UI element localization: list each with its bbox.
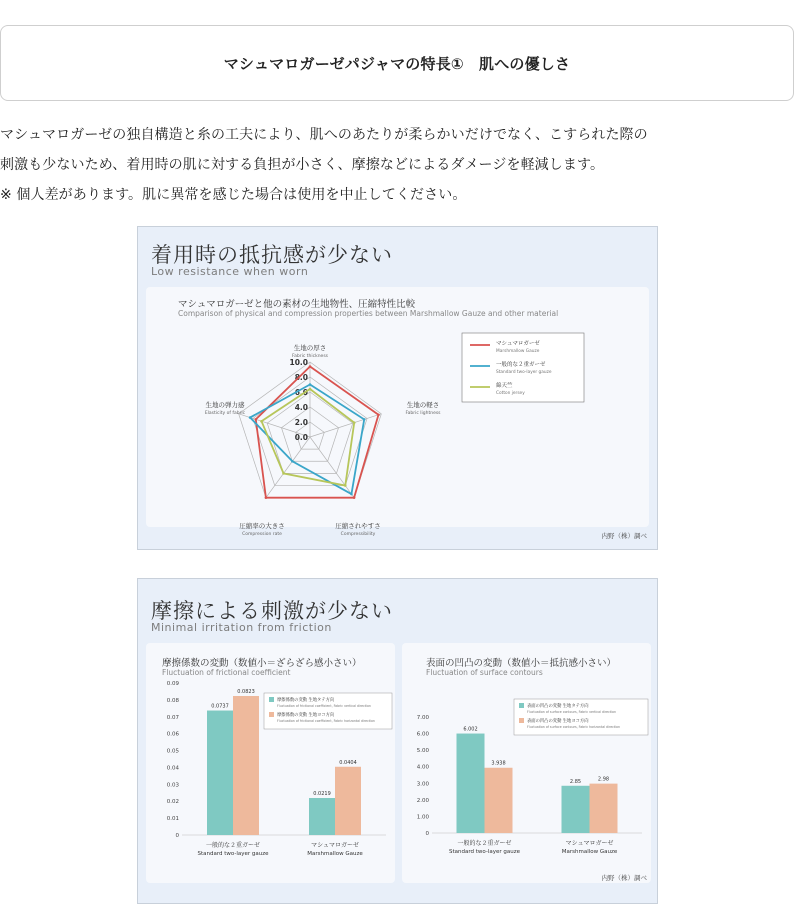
bar-tick-label: 0.03 (166, 782, 179, 789)
bar-tick-label: 3.00 (416, 781, 429, 788)
bar (233, 696, 259, 835)
radar-point (309, 383, 312, 386)
bar-category-label-en: Marshmallow Gauze (307, 851, 363, 857)
bar-tick-label: 0.02 (166, 799, 179, 806)
radar-legend-label-en: Cotton jersey (496, 391, 525, 396)
bar-value-label: 0.0404 (339, 759, 357, 766)
bar (457, 734, 485, 833)
bar-tick-label: 0.08 (166, 697, 179, 704)
bar-legend-label: 摩擦係数の変動 生地ヨコ方向 (277, 713, 335, 718)
bar (562, 786, 590, 833)
radar-point (309, 365, 312, 368)
radar-axis-label: 生地の厚さ (293, 344, 327, 352)
bar-legend-swatch (519, 718, 524, 723)
bar-value-label: 6.002 (463, 726, 478, 733)
bar-legend-swatch (269, 712, 274, 717)
radar-point (282, 472, 285, 475)
bar-value-label: 2.98 (597, 776, 610, 783)
radar-legend-label-en: Standard two-layer gauze (496, 370, 552, 375)
radar-point (363, 418, 366, 421)
feature-description (0, 120, 800, 210)
bar-category-label-en: Standard two-layer gauze (448, 849, 521, 855)
bar (485, 768, 513, 833)
friction-card-title: 摩擦係数の変動（数値小＝ざらざら感小さい） (162, 658, 362, 669)
radar-axis-label: 圧縮率の大きさ (239, 522, 285, 530)
bar-tick-label: 2.00 (416, 797, 429, 804)
resistance-panel (137, 226, 658, 550)
contour-card (402, 643, 651, 883)
bar-legend-swatch (269, 697, 274, 702)
radar-point (309, 388, 312, 391)
bar (207, 711, 233, 835)
contour-card-title: 表面の凹凸の変動（数値小＝抵抗感小さい） (426, 658, 617, 669)
bar-legend-label: 表面の凹凸の変動 生地タテ方向 (527, 704, 589, 709)
radar-point (353, 421, 356, 424)
friction-card-subtitle: Fluctuation of frictional coefficient (162, 668, 291, 677)
contour-card-subtitle: Fluctuation of surface contours (426, 668, 543, 677)
bar-category-label-en: Standard two-layer gauze (197, 851, 269, 857)
radar-legend-label: 一般的な２重ガーゼ (496, 362, 546, 368)
radar-tick-label: 4.0 (294, 403, 308, 412)
radar-axis-label: 生地の軽さ (406, 401, 440, 409)
radar-point (353, 496, 356, 499)
radar-tick-label: 10.0 (289, 358, 308, 367)
bar-category-label: 一般的な２重ガーゼ (206, 842, 260, 849)
bar-value-label: 0.0823 (237, 689, 255, 696)
radar-spoke (310, 414, 381, 437)
description-note: ※ 個人差があります。肌に異常を感じた場合は使用を中止してください。 (0, 187, 467, 203)
bar-value-label: 0.0219 (313, 791, 331, 798)
radar-point (260, 420, 263, 423)
radar-point (344, 484, 347, 487)
radar-axis-label-en: Fabric thickness (291, 354, 329, 359)
bar-legend-swatch (519, 703, 524, 708)
radar-tick-label: 6.0 (294, 388, 308, 397)
bar-legend-label-en: Fluctuation of surface contours, Fabric vertical direction (527, 710, 616, 714)
bar-tick-label: 6.00 (416, 731, 429, 738)
bar-tick-label: 4.00 (416, 764, 429, 771)
radar-series-line (256, 367, 379, 498)
bar-tick-label: 0.04 (166, 765, 179, 772)
description-line-1: マシュマロガーゼの独自構造と糸の工夫により、肌へのあたりが柔らかいだけでなく、こすられた際の (0, 127, 648, 143)
contour-bar-chart (402, 643, 651, 883)
radar-axis-label: 圧縮されやすさ (335, 522, 381, 530)
radar-point (291, 460, 294, 463)
bar-category-label: 一般的な２重ガーゼ (457, 840, 512, 847)
radar-tick-label: 2.0 (294, 418, 308, 427)
resistance-panel-subtitle: Low resistance when worn (151, 265, 309, 278)
feature-title: マシュマロガーゼパジャマの特長① 肌への優しさ (223, 54, 571, 73)
bar-tick-label: 0 (175, 833, 179, 839)
bar-value-label: 0.0737 (211, 703, 229, 710)
panel2-credit: 内野（株）調べ (601, 874, 647, 882)
friction-card (146, 643, 395, 883)
bar (309, 798, 335, 835)
radar-legend-label: マシュマロガーゼ (496, 341, 540, 347)
radar-legend-label-en: Marshmallow Gauze (496, 349, 540, 354)
bar-legend-label: 表面の凹凸の変動 生地ヨコ方向 (527, 719, 589, 724)
radar-point (265, 496, 268, 499)
bar-legend-label-en: Fluctuation of surface contours, Fabric horizontal direction (527, 725, 621, 729)
bar-value-label: 3.938 (491, 760, 506, 767)
friction-panel (137, 578, 658, 904)
friction-panel-subtitle: Minimal irritation from friction (151, 621, 332, 634)
bar-category-label: マシュマロガーゼ (311, 842, 359, 849)
bar-tick-label: 0.07 (166, 714, 179, 721)
resistance-panel-title: 着用時の抵抗感が少ない (151, 243, 393, 267)
friction-bar-chart (146, 643, 395, 883)
radar-point (350, 493, 353, 496)
radar-axis-label: 生地の弾力感 (205, 401, 245, 409)
radar-axis-label-en: Compressibility (340, 532, 376, 537)
bar-tick-label: 0.05 (166, 748, 179, 755)
radar-tick-label: 0.0 (294, 433, 308, 442)
bar-category-label-en: Marshmallow Gauze (561, 849, 618, 855)
bar-tick-label: 0.06 (166, 731, 179, 738)
bar-legend-label-en: Fluctuation of frictional coefficient, Fabric horizontal direction (277, 719, 375, 723)
feature-header (0, 25, 794, 101)
bar (590, 784, 618, 833)
radar-card-subtitle: Comparison of physical and compression properties between Marshmallow Gauze and other material (178, 309, 559, 318)
bar-tick-label: 5.00 (416, 748, 429, 755)
bar-legend-label: 摩擦係数の変動 生地タテ方向 (277, 698, 335, 703)
radar-card-title: マシュマロガーゼと他の素材の生地物性、圧縮特性比較 (178, 299, 416, 310)
radar-axis-label-en: Elasticity of fabric (204, 411, 246, 416)
bar-tick-label: 1.00 (416, 814, 429, 821)
bar-tick-label: 0 (425, 831, 429, 837)
radar-point (377, 413, 380, 416)
panel1-credit: 内野（株）調べ (601, 532, 647, 540)
radar-point (254, 418, 257, 421)
radar-axis-label-en: Compression rate (242, 532, 282, 537)
bar-tick-label: 7.00 (416, 715, 429, 721)
bar-tick-label: 0.09 (166, 681, 179, 687)
friction-panel-title: 摩擦による刺激が少ない (151, 599, 393, 623)
radar-point (249, 416, 252, 419)
bar (335, 767, 361, 835)
bar-value-label: 2.85 (569, 778, 582, 785)
bar-category-label: マシュマロガーゼ (565, 840, 614, 847)
radar-axis-label-en: Fabric lightness (405, 411, 441, 416)
description-line-2: 刺激も少ないため、着用時の肌に対する負担が小さく、摩擦などによるダメージを軽減します。 (0, 157, 605, 173)
radar-legend-label: 綿天竺 (496, 383, 513, 389)
bar-tick-label: 0.01 (166, 816, 179, 823)
bar-legend-label-en: Fluctuation of frictional coefficient, Fabric vertical direction (277, 704, 371, 708)
radar-tick-label: 8.0 (294, 373, 308, 382)
